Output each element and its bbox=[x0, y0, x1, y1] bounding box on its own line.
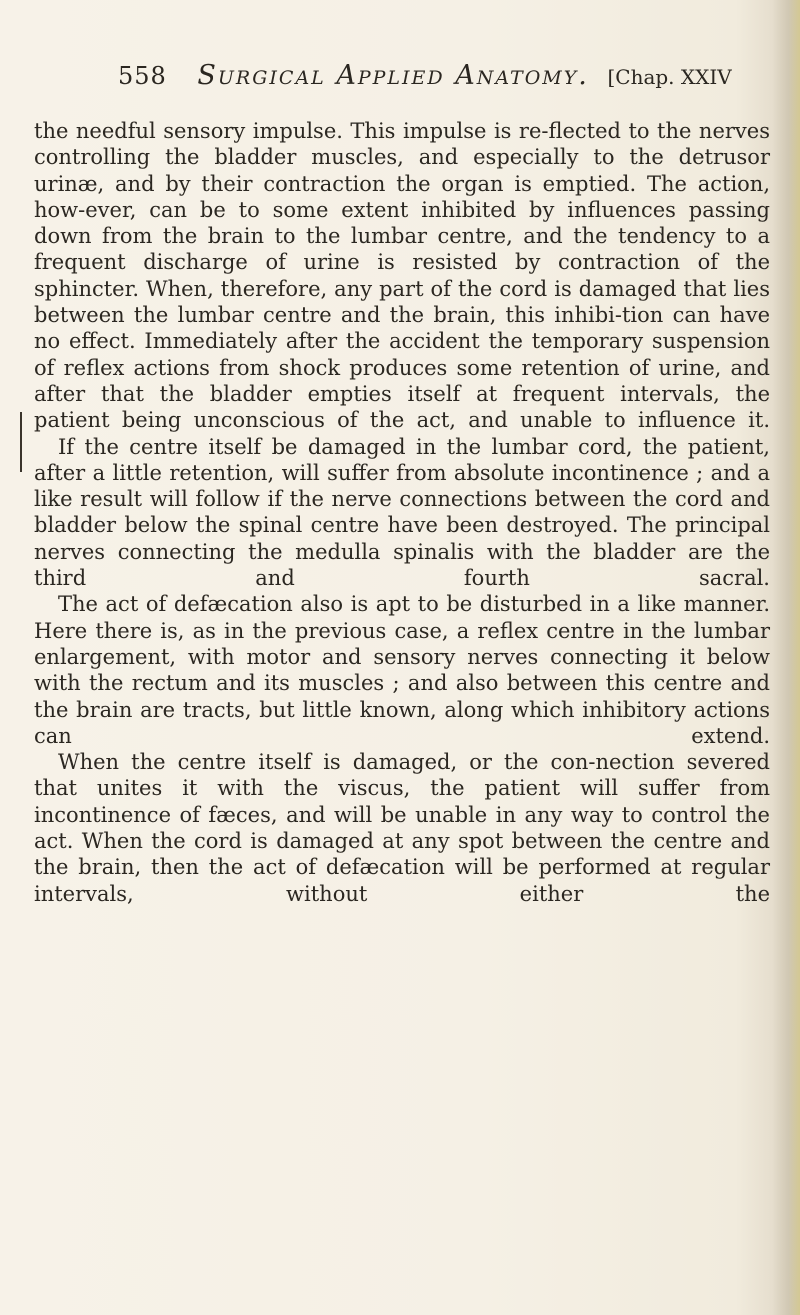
page-number: 558 bbox=[118, 62, 167, 90]
margin-bracket-mark bbox=[20, 412, 25, 472]
page-header bbox=[118, 56, 778, 96]
page-edge-shadow bbox=[772, 0, 800, 1315]
running-title: Surgical Applied Anatomy. bbox=[197, 60, 589, 91]
body-text bbox=[34, 118, 770, 907]
paragraph: If the centre itself be damaged in the lumbar cord, the patient, after a little retention, will suffer from absolute incontinence ; and a like result will follow if the nerve connections between the cord and bladder below the spinal centre have been destroyed. The principal nerves connecting the medulla spinalis with the bladder are the third and fourth sacral. bbox=[34, 434, 770, 591]
paragraph: The act of defæcation also is apt to be disturbed in a like manner. Here there is, as in the previous case, a reflex centre in the lumbar enlargement, with motor and sensory nerves connecting it below with the rectum and its muscles ; and also between this centre and the brain are tracts, but little known, along which inhibitory actions can extend. bbox=[34, 592, 770, 748]
chapter-reference: [Chap. XXIV bbox=[607, 65, 732, 89]
paragraph: the needful sensory impulse. This impulse is re-flected to the nerves controlling the bladder muscles, and especially to the detrusor urinæ, and by their contraction the organ is emptied. The action, how-ever, can be to some extent inhibited by influences passing down from the brain to the lumbar centre, and the tendency to a frequent discharge of urine is resisted by contraction of the sphincter. When, therefore, any part of the cord is damaged that lies between the lumbar centre and the brain, this inhibi-tion can have no effect. Immediately after the accident the temporary suspension of reflex actions from shock produces some retention of urine, and after that the bladder empties itself at frequent intervals, the patient being unconscious of the act, and unable to influence it. bbox=[34, 119, 770, 433]
paragraph: When the centre itself is damaged, or the con-nection severed that unites it with the viscus, the patient will suffer from incontinence of fæces, and will be unable in any way to control the act. When the cord is damaged at any spot between the centre and the brain, then the act of defæcation will be performed at regular intervals, without either the bbox=[34, 750, 770, 906]
